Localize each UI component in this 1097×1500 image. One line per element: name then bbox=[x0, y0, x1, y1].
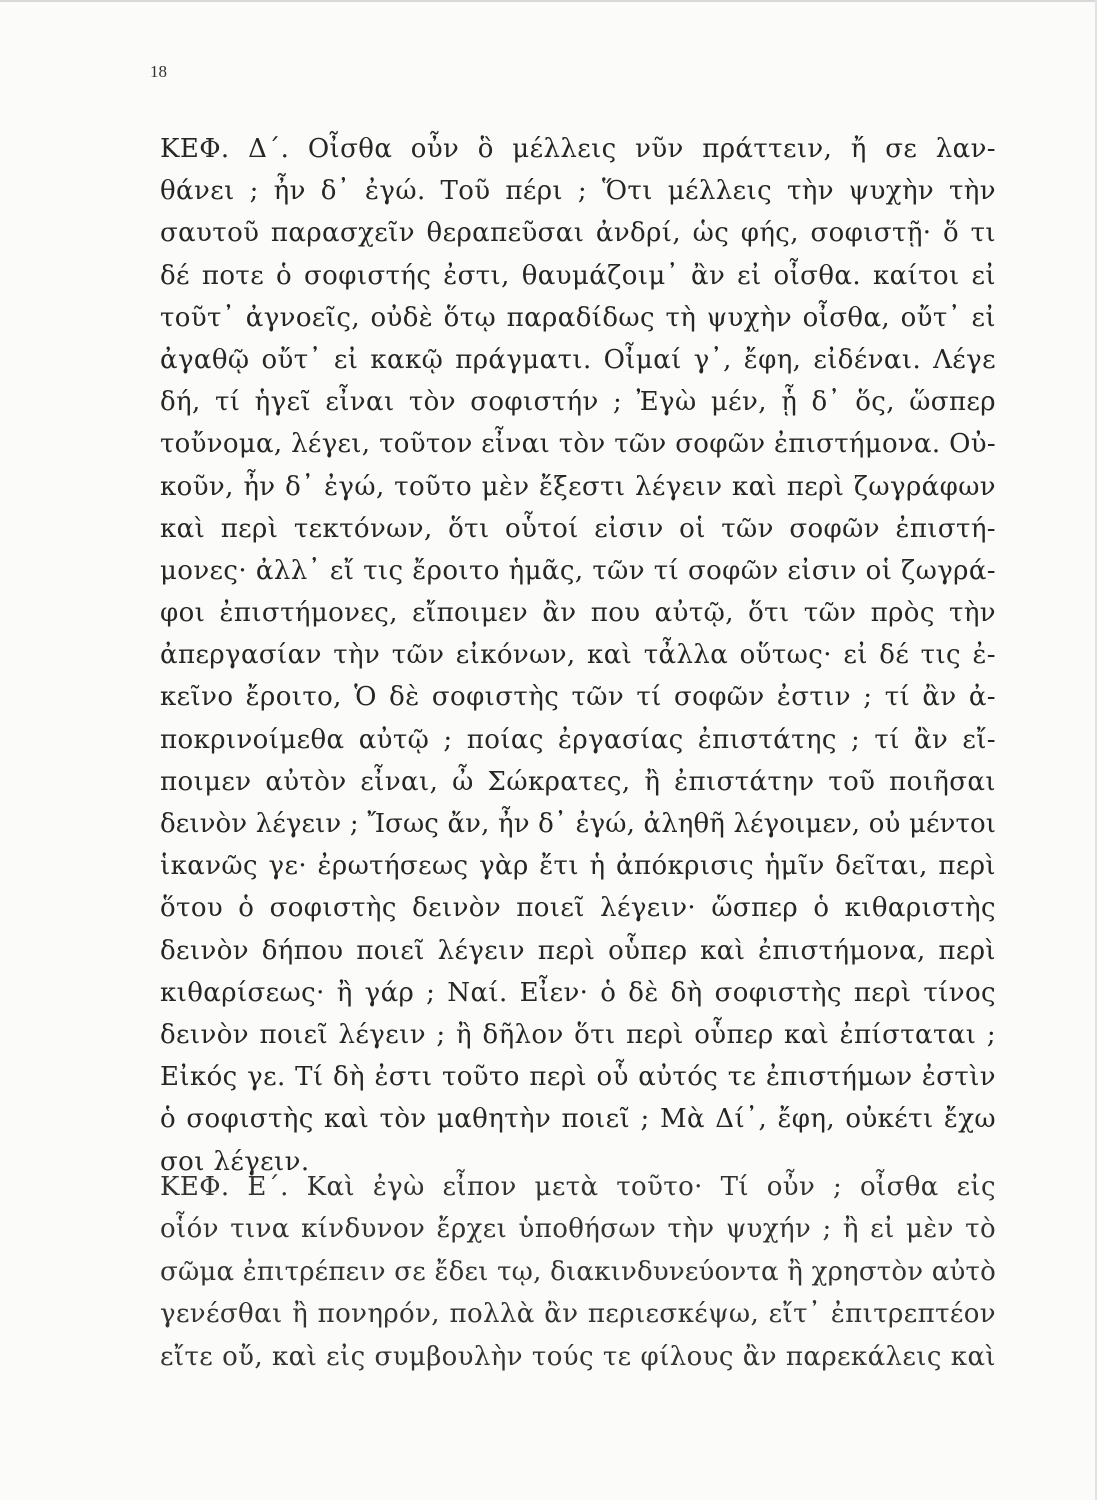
text-line: εἴτε οὔ, καὶ εἰς συμβουλὴν τούς τε φίλους ἂν παρεκάλεις καὶ bbox=[160, 1341, 996, 1372]
text-line: δεινὸν ποιεῖ λέγειν ; ἢ δῆλον ὅτι περὶ οὗπερ καὶ ἐπίσταται ; bbox=[160, 1019, 996, 1050]
text-line: ΚΕΦ. Ε΄. Καὶ ἐγὼ εἶπον μετὰ τοῦτο· Τί οὖν ; οἶσθα εἰς bbox=[160, 1172, 996, 1202]
page-number: 18 bbox=[150, 62, 167, 81]
text-line: θάνει ; ἦν δ᾽ ἐγώ. Τοῦ πέρι ; Ὅτι μέλλεις τὴν ψυχὴν τὴν bbox=[160, 176, 996, 207]
text-line: ἀπεργασίαν τὴν τῶν εἰκόνων, καὶ τἆλλα οὕτως· εἰ δέ τις ἐ- bbox=[160, 640, 996, 671]
text-line: κιθαρίσεως· ἢ γάρ ; Ναί. Εἶεν· ὁ δὲ δὴ σοφιστὴς περὶ τίνος bbox=[160, 977, 996, 1008]
page-top-edge bbox=[0, 0, 1097, 2]
text-line: καὶ περὶ τεκτόνων, ὅτι οὗτοί εἰσιν οἱ τῶν σοφῶν ἐπιστή- bbox=[160, 513, 996, 544]
text-line: φοι ἐπιστήμονες, εἴποιμεν ἂν που αὐτῷ, ὅτι τῶν πρὸς τὴν bbox=[160, 598, 996, 629]
text-line: σῶμα ἐπιτρέπειν σε ἔδει τῳ, διακινδυνεύοντα ἢ χρηστὸν αὐτὸ bbox=[160, 1256, 996, 1287]
text-line: δέ ποτε ὁ σοφιστής ἐστι, θαυμάζοιμ᾽ ἂν εἰ οἶσθα. καίτοι εἰ bbox=[160, 260, 996, 291]
text-line: Εἰκός γε. Τί δὴ ἐστι τοῦτο περὶ οὗ αὐτός τε ἐπιστήμων ἐστὶν bbox=[160, 1062, 996, 1093]
text-line: δή, τί ἡγεῖ εἶναι τὸν σοφιστήν ; Ἐγὼ μέν, ᾗ δ᾽ ὅς, ὥσπερ bbox=[160, 387, 996, 418]
text-line: γενέσθαι ἢ πονηρόν, πολλὰ ἂν περιεσκέψω, εἴτ᾽ ἐπιτρεπτέον bbox=[160, 1299, 996, 1330]
text-line: σαυτοῦ παρασχεῖν θεραπεῦσαι ἀνδρί, ὡς φής, σοφιστῇ· ὅ τι bbox=[160, 218, 996, 249]
text-line: δεινὸν λέγειν ; Ἴσως ἄν, ἦν δ᾽ ἐγώ, ἀληθῆ λέγοιμεν, οὐ μέντοι bbox=[160, 809, 996, 839]
text-line: τοῦτ᾽ ἀγνοεῖς, οὐδὲ ὅτῳ παραδίδως τὴ ψυχὴν οἶσθα, οὔτ᾽ εἰ bbox=[160, 302, 996, 333]
text-line: κοῦν, ἦν δ᾽ ἐγώ, τοῦτο μὲν ἔξεστι λέγειν καὶ περὶ ζωγράφων bbox=[160, 471, 996, 502]
text-line: τοὔνομα, λέγει, τοῦτον εἶναι τὸν τῶν σοφῶν ἐπιστήμονα. Οὐ- bbox=[160, 429, 996, 460]
chapter-5-paragraph bbox=[160, 1166, 996, 1378]
text-line: ἱκανῶς γε· ἐρωτήσεως γὰρ ἔτι ἡ ἀπόκρισις ἡμῖν δεῖται, περὶ bbox=[160, 851, 996, 882]
text-line: ἀγαθῷ οὔτ᾽ εἰ κακῷ πράγματι. Οἶμαί γ᾽, ἔφη, εἰδέναι. Λέγε bbox=[160, 344, 996, 375]
text-line: οἷόν τινα κίνδυνον ἔρχει ὑποθήσων τὴν ψυχήν ; ἢ εἰ μὲν τὸ bbox=[160, 1214, 996, 1245]
chapter-4-paragraph bbox=[160, 128, 996, 1183]
text-line: κεῖνο ἔροιτο, Ὁ δὲ σοφιστὴς τῶν τί σοφῶν ἐστιν ; τί ἂν ἀ- bbox=[160, 682, 996, 713]
text-line: ὅτου ὁ σοφιστὴς δεινὸν ποιεῖ λέγειν· ὥσπερ ὁ κιθαριστὴς bbox=[160, 893, 996, 924]
text-line: ποιμεν αὐτὸν εἶναι, ὦ Σώκρατες, ἢ ἐπιστάτην τοῦ ποιῆσαι bbox=[160, 766, 996, 797]
text-line: μονες· ἀλλ᾽ εἴ τις ἔροιτο ἡμᾶς, τῶν τί σοφῶν εἰσιν οἱ ζωγρά- bbox=[160, 555, 996, 586]
text-line: ΚΕΦ. Δ΄. Οἶσθα οὖν ὃ μέλλεις νῦν πράττειν, ἤ σε λαν- bbox=[160, 134, 996, 164]
text-line: σοι λέγειν. bbox=[160, 1146, 310, 1177]
text-line: ὁ σοφιστὴς καὶ τὸν μαθητὴν ποιεῖ ; Μὰ Δί᾽, ἔφη, οὐκέτι ἔχω bbox=[160, 1104, 996, 1135]
text-line: δεινὸν δήπου ποιεῖ λέγειν περὶ οὗπερ καὶ ἐπιστήμονα, περὶ bbox=[160, 935, 996, 966]
text-line: ποκρινοίμεθα αὐτῷ ; ποίας ἐργασίας ἐπιστάτης ; τί ἂν εἴ- bbox=[160, 724, 996, 755]
